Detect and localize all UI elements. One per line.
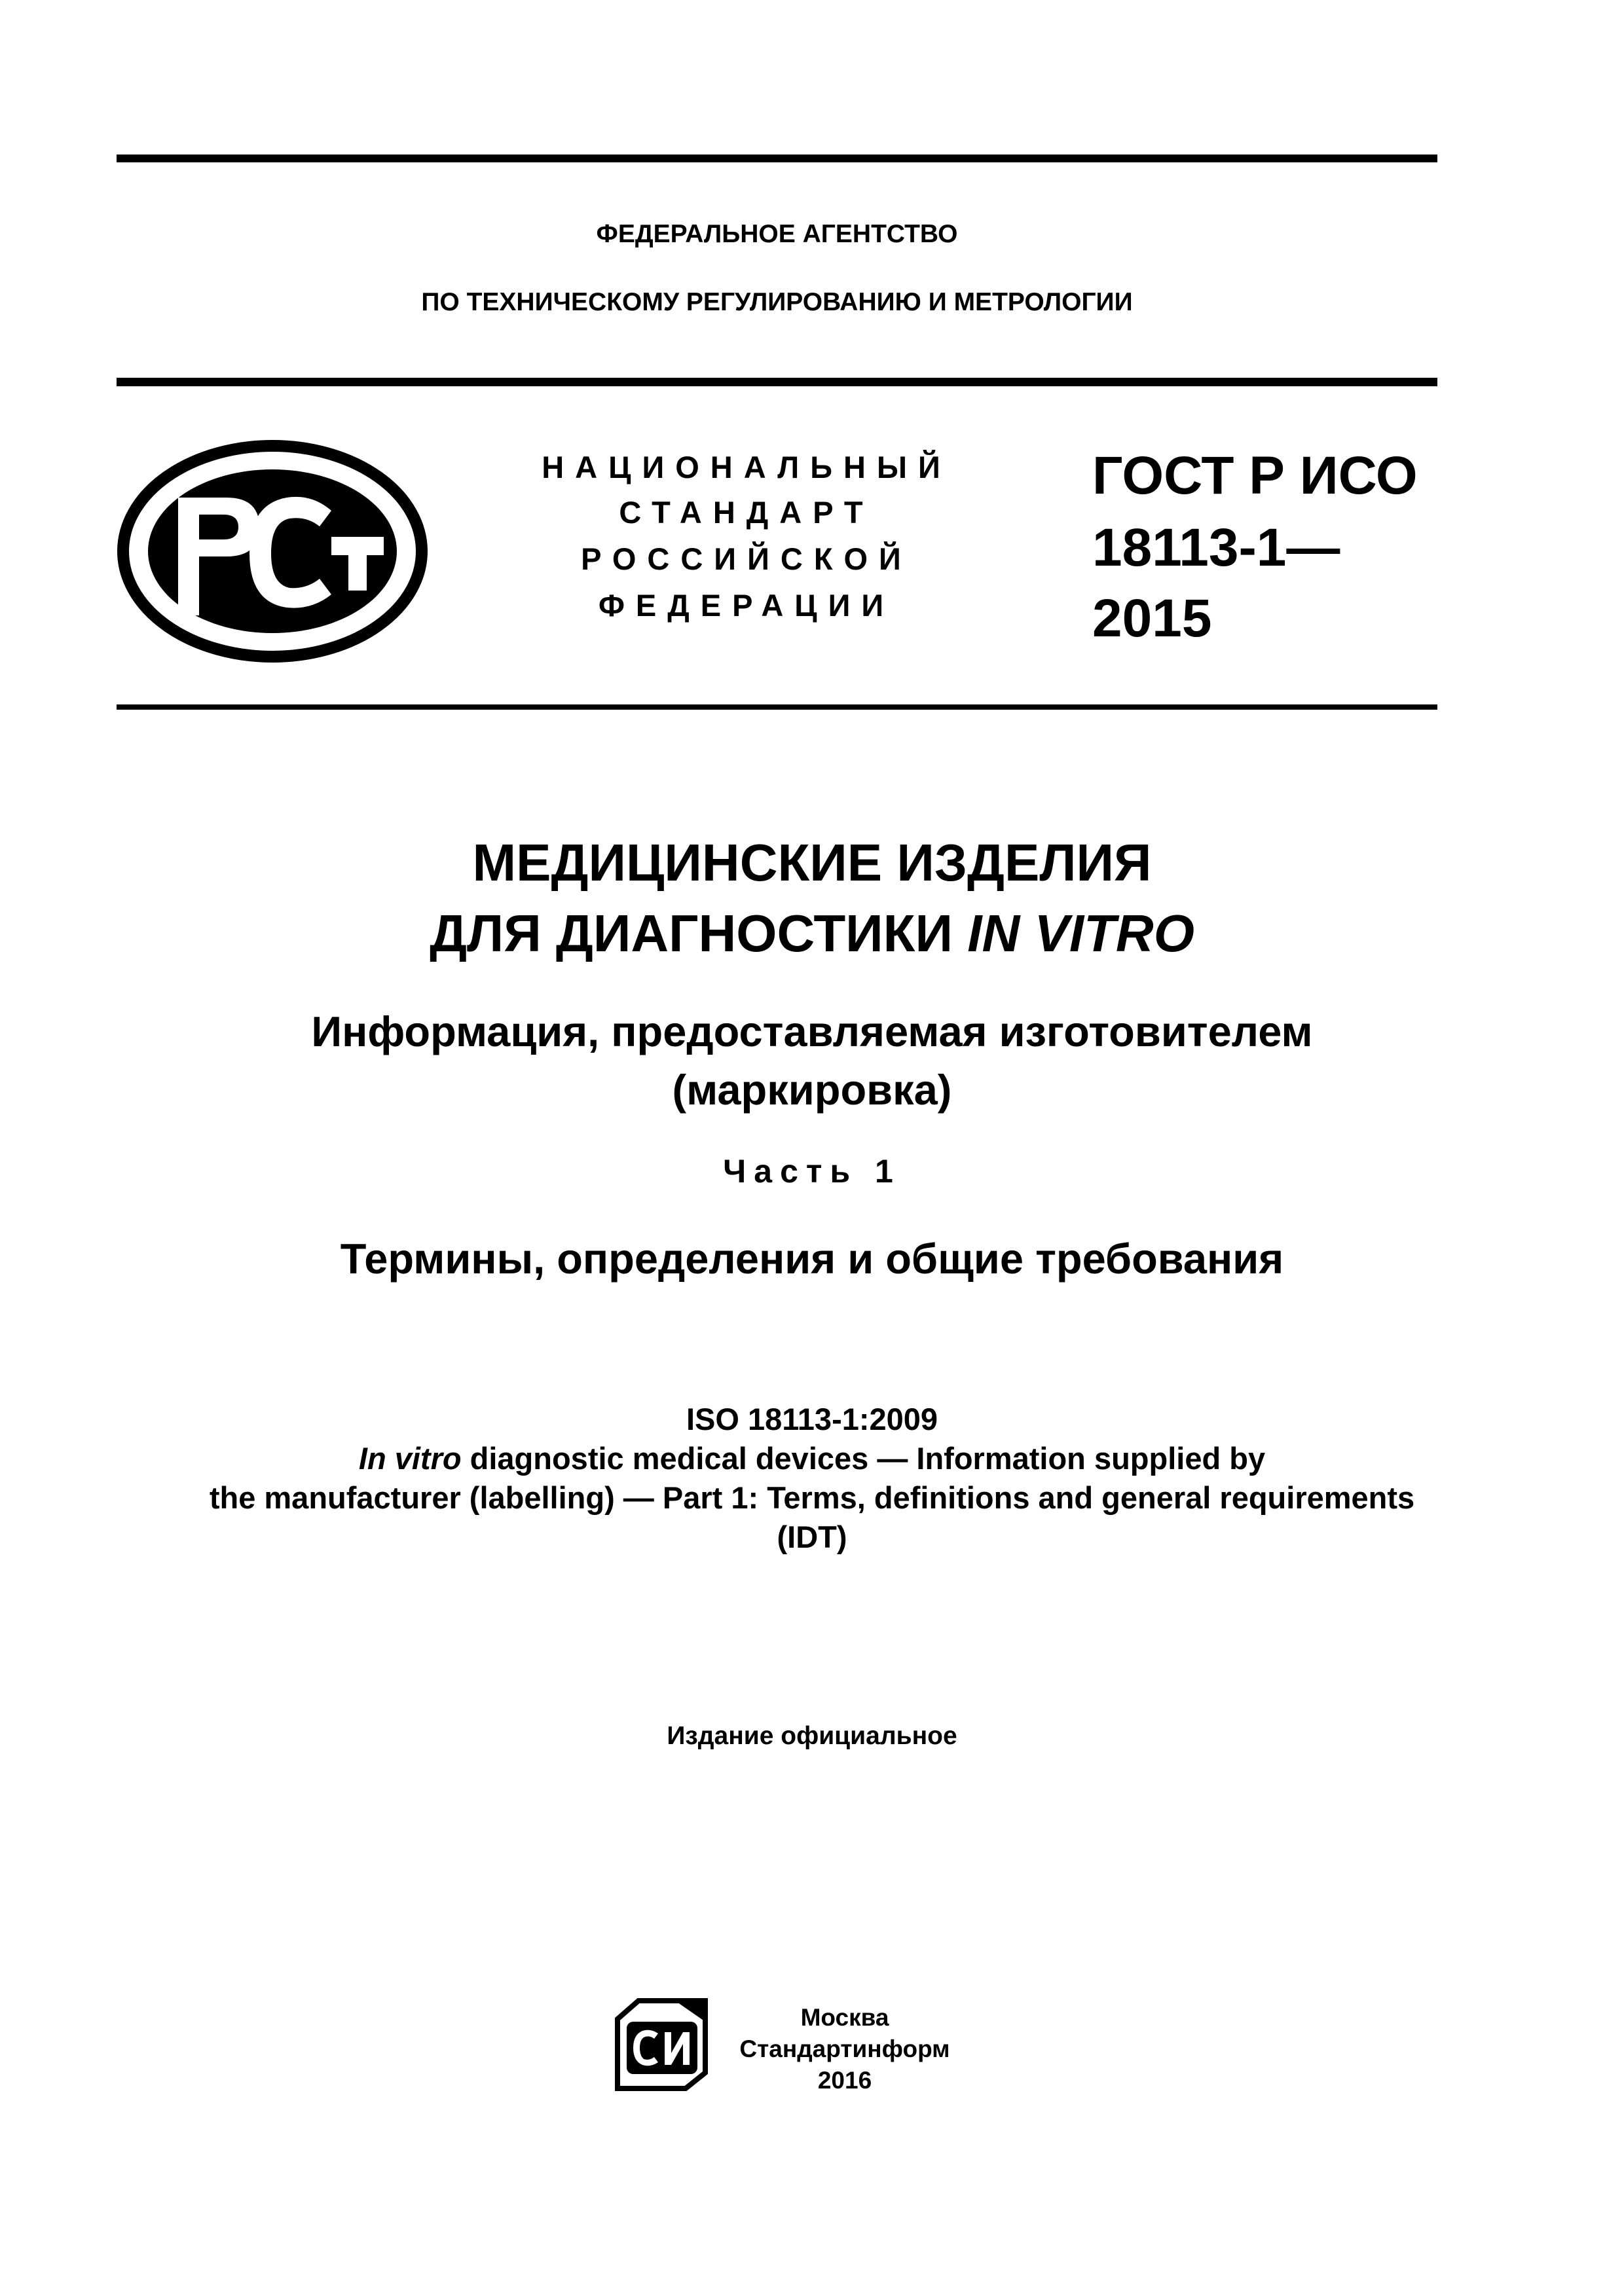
title-line-2-prefix: ДЛЯ ДИАГНОСТИКИ: [430, 904, 968, 962]
standard-rule: [117, 704, 1437, 710]
iso-idt: (IDT): [777, 1520, 847, 1554]
iso-line-2-rest: diagnostic medical devices — Information supplied by: [461, 1441, 1266, 1476]
publisher-name: Стандартинформ: [739, 2035, 950, 2062]
agency-line-2: ПО ТЕХНИЧЕСКОМУ РЕГУЛИРОВАНИЮ И МЕТРОЛОГИИ: [421, 288, 1133, 316]
designation-line-3: 2015: [1092, 589, 1212, 648]
title-line-2: [0, 903, 1624, 964]
top-rule: [117, 155, 1437, 162]
iso-line-3: the manufacturer (labelling) — Part 1: Terms, definitions and general requirements: [209, 1480, 1415, 1515]
subtitle-line-1: Информация, предоставляемая изготовителем: [311, 1008, 1313, 1055]
designation-line-1: ГОСТ Р ИСО: [1092, 446, 1418, 505]
national-line-2: СТАНДАРТ: [619, 495, 874, 530]
title-line-2-italic: IN VITRO: [967, 904, 1194, 962]
part-title: Термины, определения и общие требования: [340, 1235, 1284, 1283]
iso-line-2-italic: In vitro: [358, 1441, 462, 1476]
rst-logo-icon: [115, 439, 430, 665]
agency-line-1: ФЕДЕРАЛЬНОЕ АГЕНТСТВО: [596, 220, 958, 248]
national-line-1: НАЦИОНАЛЬНЫЙ: [542, 450, 951, 484]
iso-code: ISO 18113-1:2009: [686, 1402, 938, 1436]
national-line-3: РОССИЙСКОЙ: [581, 541, 912, 576]
standartinform-logo-icon: [612, 1995, 710, 2094]
edition-label: Издание официальное: [667, 1722, 957, 1750]
subtitle-line-2: (маркировка): [672, 1066, 952, 1114]
header-rule: [117, 378, 1437, 386]
designation-line-2: 18113-1—: [1092, 518, 1340, 577]
part-label: Часть 1: [723, 1153, 901, 1190]
iso-line-2: [0, 1439, 1624, 1478]
publisher-year: 2016: [817, 2067, 872, 2094]
publisher-city: Москва: [800, 2004, 889, 2031]
title-line-1: МЕДИЦИНСКИЕ ИЗДЕЛИЯ: [472, 833, 1152, 892]
national-line-4: ФЕДЕРАЦИИ: [598, 588, 895, 623]
